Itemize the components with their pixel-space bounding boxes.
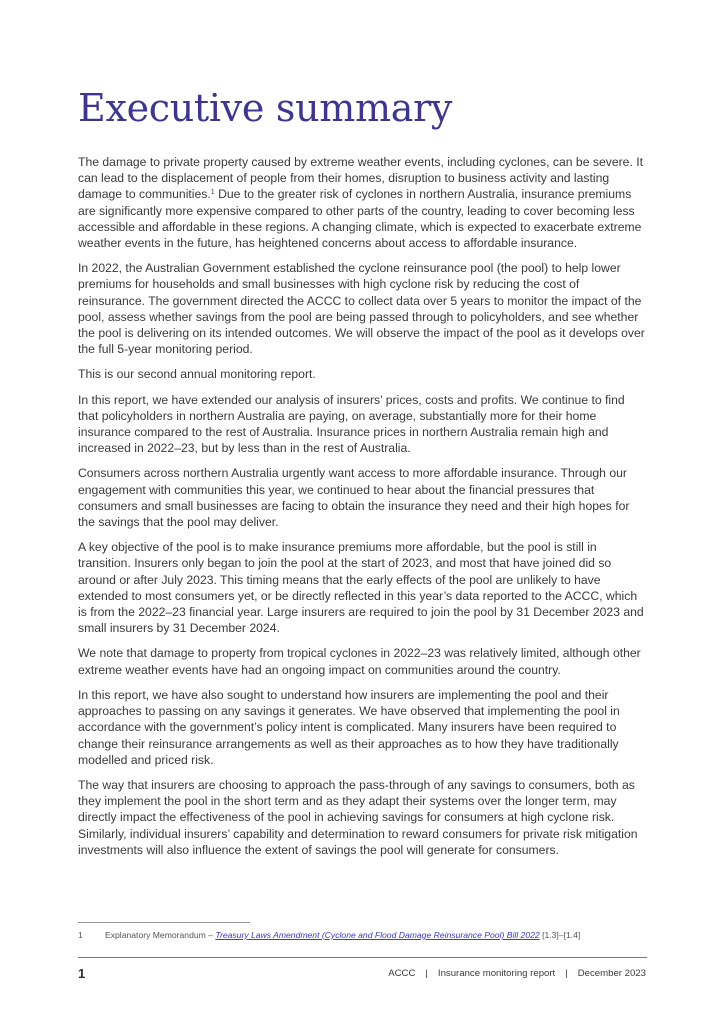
footer-divider bbox=[78, 957, 647, 958]
footnote-suffix: [1.3]–[1.4] bbox=[539, 930, 581, 940]
paragraph-1-text-continued: Due to the greater risk of cyclones in northern Australia, insurance premiums are significantly more expensive compared to other parts of the country, leading to cover becoming less accessible and affordable in these regions. A changing climate, which is expected to exacerbate extreme weather events in the future, has heightened concerns about access to affordable insurance. bbox=[78, 187, 642, 251]
footer-separator: | bbox=[425, 968, 428, 979]
footer-report-name: Insurance monitoring report bbox=[437, 968, 556, 979]
footnote bbox=[78, 929, 658, 941]
footer-meta bbox=[388, 967, 646, 981]
page-title: Executive summary bbox=[78, 86, 453, 130]
paragraph-5: Consumers across northern Australia urgently want access to more affordable insurance. Through our engagement with communities this year, we continued to hear about the financial pressures that consumers and small businesses are facing to obtain the insurance they need and their high hopes for the savings that the pool may deliver. bbox=[78, 466, 630, 530]
paragraph-2: In 2022, the Australian Government established the cyclone reinsurance pool (the pool) to help lower premiums for households and small businesses with high cyclone risk by reducing the cost of reinsurance. The government directed the ACCC to collect data over 5 years to monitor the impact of the pool, assess whether savings from the pool are being passed through to policyholders, and see whether the pool is delivering on its intended outcomes. We will observe the impact of the pool as it develops over the full 5-year monitoring period. bbox=[78, 261, 645, 357]
body-text bbox=[78, 154, 647, 867]
footnote-number: 1 bbox=[78, 930, 83, 940]
page-number: 1 bbox=[78, 966, 86, 981]
footer-separator: | bbox=[565, 968, 568, 979]
footnote-divider bbox=[78, 922, 250, 923]
footnote-reference[interactable]: 1 bbox=[210, 189, 215, 197]
footer-organisation: ACCC bbox=[388, 968, 416, 979]
paragraph-8: In this report, we have also sought to understand how insurers are implementing the pool and their approaches to passing on any savings it generates. We have observed that implementing the pool in accordance with the government’s policy intent is complicated. Many insurers have been required to change their reinsurance arrangements as well as their approaches as to how they have traditionally modelled and priced risk. bbox=[78, 687, 620, 767]
paragraph-1-text: The damage to private property caused by extreme weather events, including cyclones, can be severe. It can lead to the displacement of people from their homes, disruption to business activity and lasting damage to communities. bbox=[78, 155, 643, 202]
paragraph-7: We note that damage to property from tropical cyclones in 2022–23 was relatively limited, although other extreme weather events have had an ongoing impact on communities around the country. bbox=[78, 646, 641, 677]
paragraph-1 bbox=[78, 154, 647, 251]
footnote-prefix: Explanatory Memorandum – bbox=[105, 930, 216, 940]
paragraph-4: In this report, we have extended our analysis of insurers’ prices, costs and profits. We continue to find that policyholders in northern Australia are paying, on average, substantially more for their home insurance compared to the rest of Australia. Insurance prices in northern Australia remain high and increased in 2022–23, but by less than in the rest of Australia. bbox=[78, 392, 625, 456]
paragraph-6: A key objective of the pool is to make insurance premiums more affordable, but the pool is still in transition. Insurers only began to join the pool at the start of 2023, and most that have joined did so around or after July 2023. This timing means that the early effects of the pool are unlikely to have extended to most consumers yet, or be directly reflected in this year’s data reported to the ACCC, which is from the 2022–23 financial year. Large insurers are required to join the pool by 31 December 2023 and small insurers by 31 December 2024. bbox=[78, 540, 644, 636]
paragraph-3: This is our second annual monitoring report. bbox=[78, 367, 316, 382]
paragraph-9: The way that insurers are choosing to approach the pass-through of any savings to consumers, both as they implement the pool in the short term and as they adapt their systems over the longer term, may directly impact the effectiveness of the pool in achieving savings for consumers at high cyclone risk. Similarly, individual insurers’ capability and determination to reward consumers for private risk mitigation investments will also influence the extent of savings the pool will generate for consumers. bbox=[78, 777, 638, 857]
footer-date: December 2023 bbox=[577, 968, 646, 979]
footnote-bill-link[interactable]: Treasury Laws Amendment (Cyclone and Flood Damage Reinsurance Pool) Bill 2022 bbox=[215, 930, 540, 940]
